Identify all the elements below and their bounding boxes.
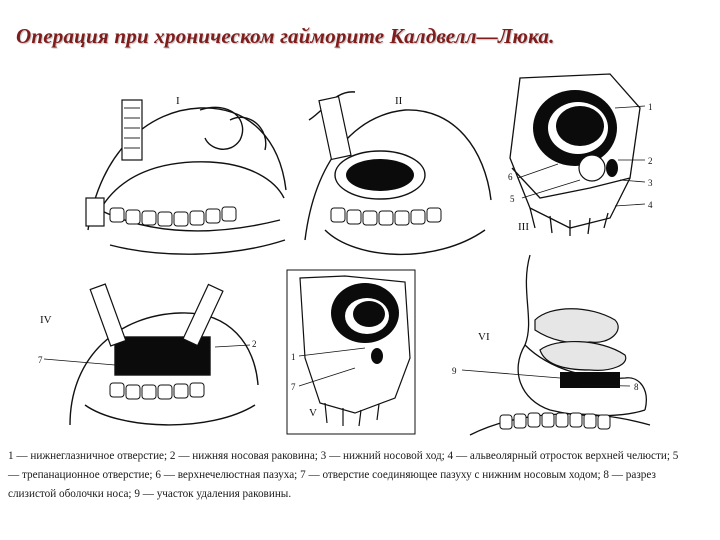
figure-iii-illustration [500,68,665,243]
figure-iii-marker-4: 4 [648,200,653,210]
figure-i-roman-label: I [176,95,180,107]
figure-iii-roman-label: III [518,221,529,233]
figure-vi-illustration [440,250,660,445]
figure-ii-roman-label: II [395,95,403,107]
figure-iii-marker-1: 1 [648,102,653,112]
figure-v-roman-label: V [309,407,317,419]
figure-iv-roman-label: IV [40,314,52,326]
figure-iii-marker-2: 2 [648,156,653,166]
figure-ii-illustration [295,80,495,265]
figure-iv-illustration [30,275,270,435]
figure-caption: 1 — нижнеглазничное отверстие; 2 — нижняя носовая раковина; 3 — нижний носовой ход; 4 — альвеолярный отросток верхней челюсти; 5 — трепанационное отверстие; 6 — верхнечелюстная пазуха; 7 — отверстие соединяющее пазуху с нижним носовым ходом; 8 — разрез слизистой оболочки носа; 9 — участок удаления раковины. [8,450,679,500]
slide-title: Операция при хроническом гайморите Калдвелл—Люка. [16,24,555,48]
figure-v-marker-7: 7 [291,382,296,392]
figure-iv-marker-7: 7 [38,355,43,365]
figure-i-illustration [80,80,290,260]
figure-iii-marker-6: 6 [508,172,513,182]
figure-iv-marker-2: 2 [252,339,257,349]
figure-vi-roman-label: VI [478,331,490,343]
figure-v-marker-1: 1 [291,352,296,362]
figure-vi-marker-9: 9 [452,366,457,376]
figure-vi-marker-8: 8 [634,382,639,392]
figure-iii-marker-3: 3 [648,178,653,188]
figure-iii-marker-5: 5 [510,194,515,204]
figure-v-illustration [285,268,420,438]
